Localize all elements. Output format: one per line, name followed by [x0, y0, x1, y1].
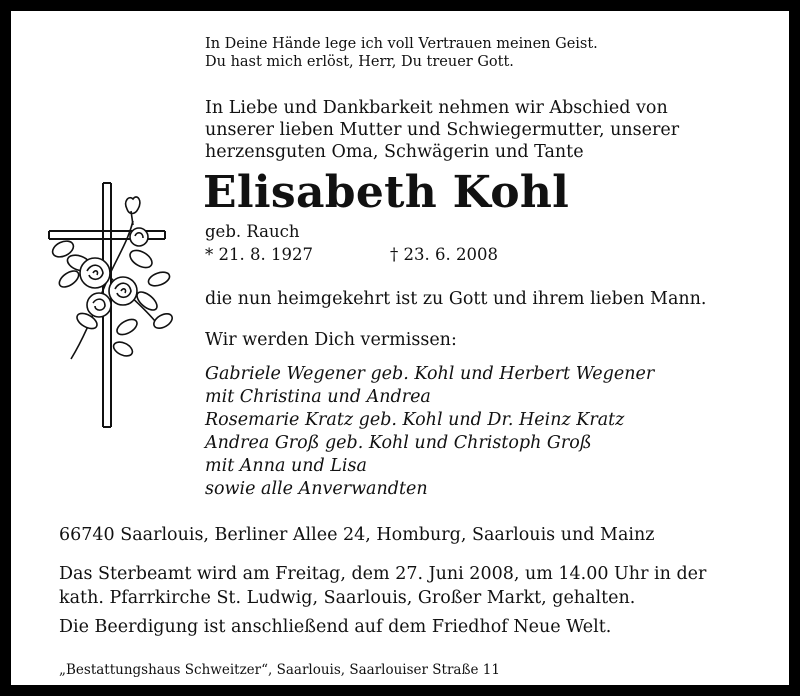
mourner-line: Andrea Groß geb. Kohl und Christoph Groß [205, 433, 592, 453]
birth-date: * 21. 8. 1927 [205, 245, 313, 264]
intro-line: herzensguten Oma, Schwägerin und Tante [205, 142, 584, 162]
requiem-line: kath. Pfarrkirche St. Ludwig, Saarlouis, Großer Markt, gehalten. [59, 588, 636, 608]
mourner-line: mit Anna und Lisa [205, 456, 367, 476]
bible-verse [205, 35, 598, 71]
intro-line: In Liebe und Dankbarkeit nehmen wir Abschied von [205, 98, 668, 118]
mourner-line: Rosemarie Kratz geb. Kohl und Dr. Heinz Kratz [205, 410, 625, 430]
death-date: † 23. 6. 2008 [390, 245, 498, 264]
deceased-name: Elisabeth Kohl [203, 167, 570, 218]
homecoming-text: die nun heimgekehrt ist zu Gott und ihrem lieben Mann. [205, 289, 707, 309]
mourner-line: sowie alle Anverwandten [205, 479, 428, 499]
verse-line: Du hast mich erlöst, Herr, Du treuer Gott. [205, 54, 514, 70]
maiden-name: geb. Rauch [205, 222, 300, 241]
requiem-info [59, 562, 706, 610]
mourner-line: mit Christina und Andrea [205, 387, 431, 407]
mourner-line: Gabriele Wegener geb. Kohl und Herbert Wegener [205, 364, 655, 384]
mourners-list [205, 363, 654, 501]
verse-line: In Deine Hände lege ich voll Vertrauen meinen Geist. [205, 36, 598, 52]
farewell-intro [205, 97, 679, 163]
family-address: 66740 Saarlouis, Berliner Allee 24, Homburg, Saarlouis und Mainz [59, 525, 655, 545]
undertaker-info: „Bestattungshaus Schweitzer“, Saarlouis, Saarlouiser Straße 11 [59, 662, 500, 678]
miss-you-text: Wir werden Dich vermissen: [205, 330, 457, 350]
requiem-line: Das Sterbeamt wird am Freitag, dem 27. Juni 2008, um 14.00 Uhr in der [59, 564, 707, 584]
intro-line: unserer lieben Mutter und Schwiegermutter, unserer [205, 120, 680, 140]
burial-info: Die Beerdigung ist anschließend auf dem Friedhof Neue Welt. [59, 617, 612, 637]
cross-with-roses-icon [43, 181, 183, 431]
